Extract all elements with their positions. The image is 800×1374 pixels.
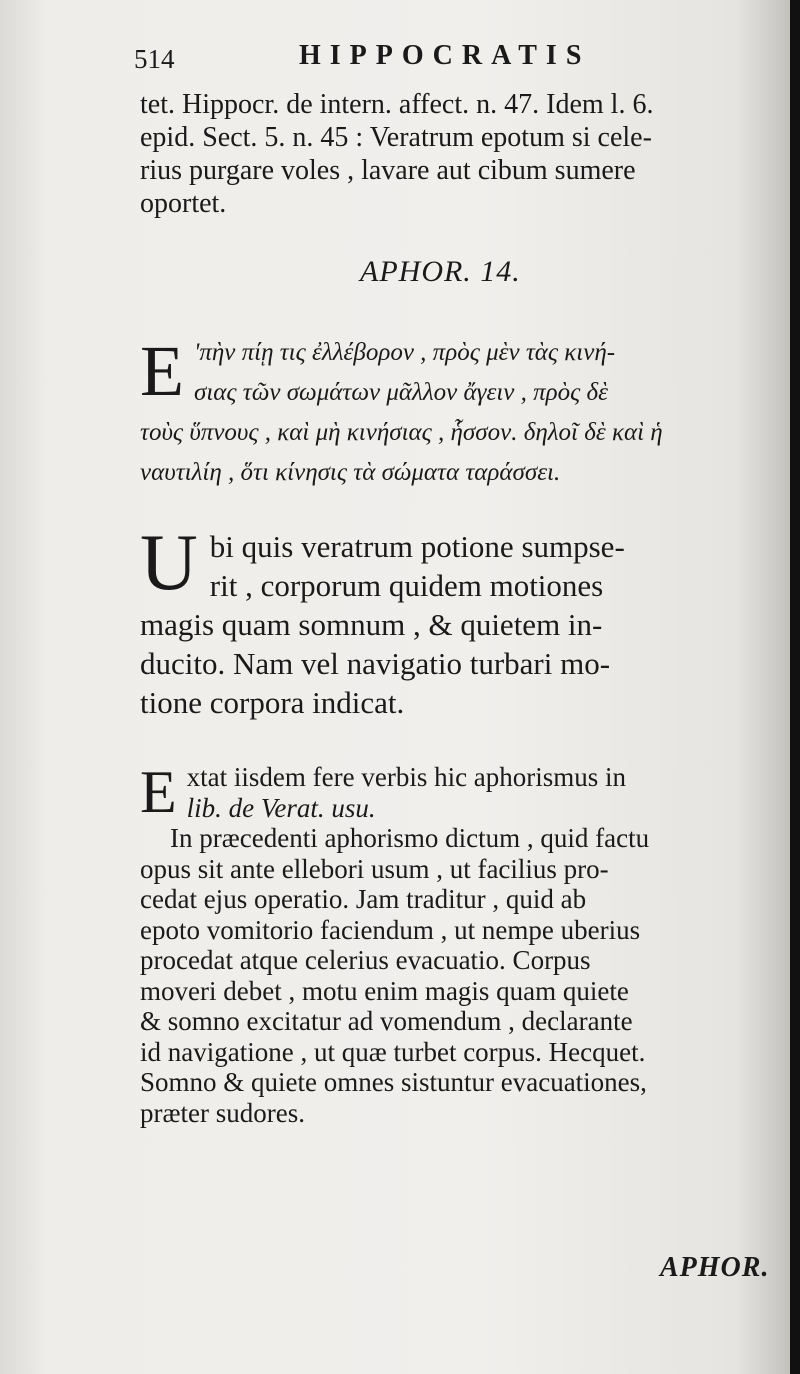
text-line: lib. de Verat. usu. xyxy=(186,792,376,823)
drop-cap: U xyxy=(140,519,198,607)
text-line: epoto vomitorio faciendum , ut nempe uberius xyxy=(140,914,641,945)
text-line: tione corpora indicat. xyxy=(140,685,405,720)
text-line: 'πὴν πίῃ τις ἐλλέβορον , πρὸς μὲν τὰς κινή- xyxy=(193,339,616,366)
text-line: rius purgare voles , lavare aut cibum sumere xyxy=(140,155,636,186)
text-line: opus sit ante ellebori usum , ut facilius pro- xyxy=(140,853,609,884)
text-line: epid. Sect. 5. n. 45 : Veratrum epotum si cele- xyxy=(140,122,652,153)
text-line: moveri debet , motu enim magis quam quiete xyxy=(140,975,629,1006)
text-line: Somno & quiete omnes sistuntur evacuationes, xyxy=(140,1067,647,1097)
text-line: ducito. Nam vel navigatio turbari mo- xyxy=(140,646,611,681)
aphorism-title: APHOR. 14. xyxy=(360,255,521,288)
previous-text-block xyxy=(140,88,768,220)
latin-translation-block xyxy=(140,519,770,722)
text-line: In præcedenti aphorismo dictum , quid factu xyxy=(170,823,650,853)
commentary-block xyxy=(140,759,770,1128)
page-edge-shadow xyxy=(790,0,800,1374)
catchword: APHOR. xyxy=(660,1252,770,1283)
text-line: procedat atque celerius evacuatio. Corpus xyxy=(140,945,591,975)
text-line: oportet. xyxy=(140,188,227,219)
greek-text-block xyxy=(140,333,770,493)
drop-cap: E xyxy=(140,759,177,825)
text-line: rit , corporum quidem motiones xyxy=(209,568,604,603)
text-line: magis quam somnum , & quietem in- xyxy=(140,607,603,642)
drop-cap: E xyxy=(140,331,184,411)
text-line: id navigatione , ut quæ turbet corpus. Hecquet. xyxy=(140,1036,646,1067)
text-line: xtat iisdem fere verbis hic aphorismus in xyxy=(186,762,627,792)
text-line: cedat ejus operatio. Jam traditur , quid ab xyxy=(140,884,587,914)
text-line: bi quis veratrum potione sumpse- xyxy=(209,529,625,564)
text-line: ναυτιλίη , ὅτι κίνησις τὰ σώματα ταράσσει. xyxy=(140,459,561,486)
text-line: præter sudores. xyxy=(140,1097,305,1128)
text-line: τοὺς ὕπνους , καὶ μὴ κινήσιας , ἧσσον. δηλοῖ δὲ καὶ ἡ xyxy=(140,419,663,446)
page-number: 514 xyxy=(134,44,175,74)
page-header xyxy=(134,36,654,76)
text-line: tet. Hippocr. de intern. affect. n. 47. Idem l. 6. xyxy=(140,89,654,120)
text-line: & somno excitatur ad vomendum , declarante xyxy=(140,1006,633,1036)
running-head: HIPPOCRATIS xyxy=(299,40,591,71)
text-line: σιας τῶν σωμάτων μᾶλλον ἄγειν , πρὸς δὲ xyxy=(193,379,608,406)
